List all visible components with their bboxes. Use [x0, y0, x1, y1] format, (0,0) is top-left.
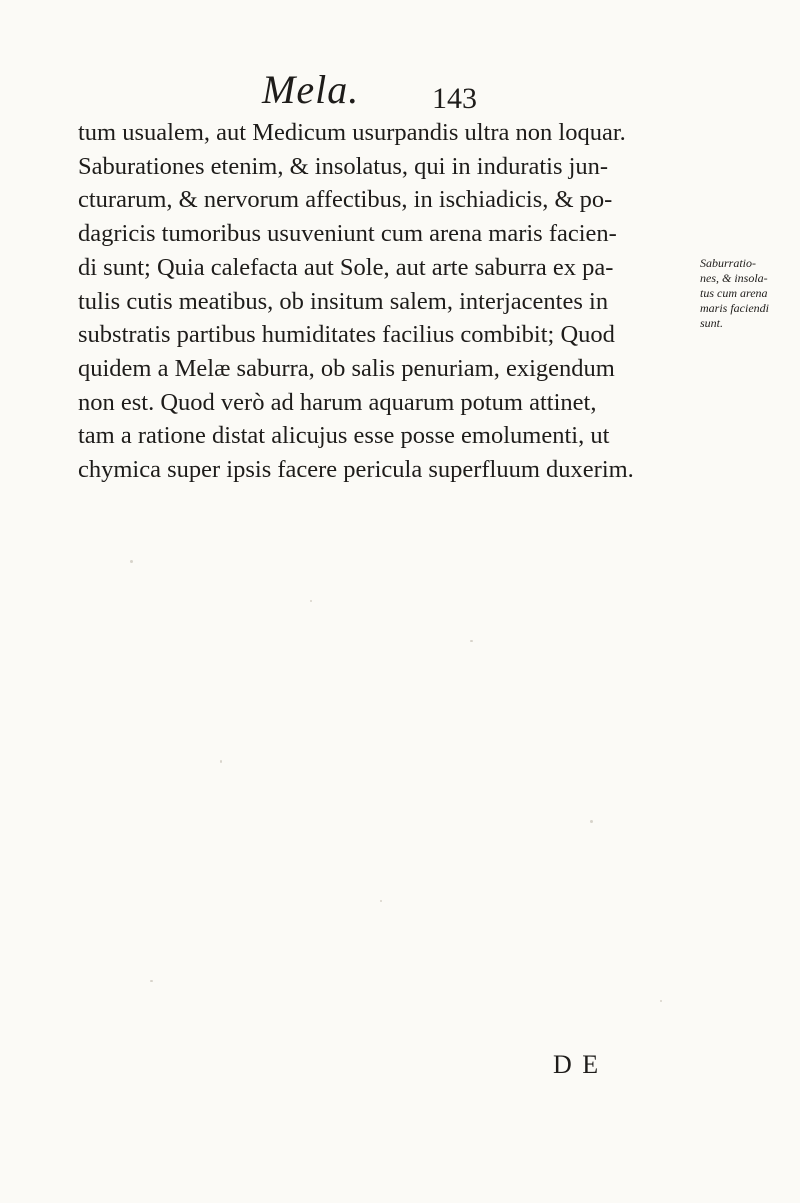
text-line: substratis partibus humiditates facilius combibit; Quod	[78, 321, 615, 349]
text-line: tam a ratione distat alicujus esse posse emolumenti, ut	[78, 422, 610, 450]
paper-speck	[470, 640, 473, 642]
paper-speck	[380, 900, 382, 902]
paper-speck	[660, 1000, 662, 1002]
page-number: 143	[432, 82, 477, 115]
paper-speck	[150, 980, 153, 982]
paper-speck	[130, 560, 133, 563]
running-head: Mela.	[262, 67, 360, 112]
text-line: di sunt; Quia calefacta aut Sole, aut arte saburra ex pa-	[78, 253, 614, 281]
text-line: Saburationes etenim, & insolatus, qui in induratis jun-	[78, 152, 609, 180]
paper-speck	[590, 820, 593, 823]
text-line: chymica super ipsis facere pericula superfluum duxerim.	[78, 456, 634, 484]
marginal-note-line: maris faciendi	[700, 301, 769, 315]
text-line: quidem a Melæ saburra, ob salis penuriam, exigendum	[78, 354, 615, 382]
marginal-note-line: tus cum arena	[700, 286, 768, 300]
text-line: tulis cutis meatibus, ob insitum salem, interjacentes in	[78, 287, 609, 315]
marginal-note-line: Saburratio-	[700, 256, 757, 270]
main-text-block	[78, 116, 698, 487]
marginal-note-line: sunt.	[700, 316, 724, 330]
marginal-note	[700, 256, 795, 331]
text-line: non est. Quod verò ad harum aquarum potum attinet,	[78, 388, 597, 416]
text-line: cturarum, & nervorum affectibus, in ischiadicis, & po-	[78, 186, 613, 214]
catchword: D E	[553, 1050, 601, 1079]
text-line: dagricis tumoribus usuveniunt cum arena maris facien-	[78, 220, 617, 248]
text-line: tum usualem, aut Medicum usurpandis ultra non loquar.	[78, 119, 626, 146]
paper-speck	[310, 600, 312, 602]
paper-speck	[220, 760, 222, 763]
marginal-note-line: nes, & insola-	[700, 271, 768, 285]
